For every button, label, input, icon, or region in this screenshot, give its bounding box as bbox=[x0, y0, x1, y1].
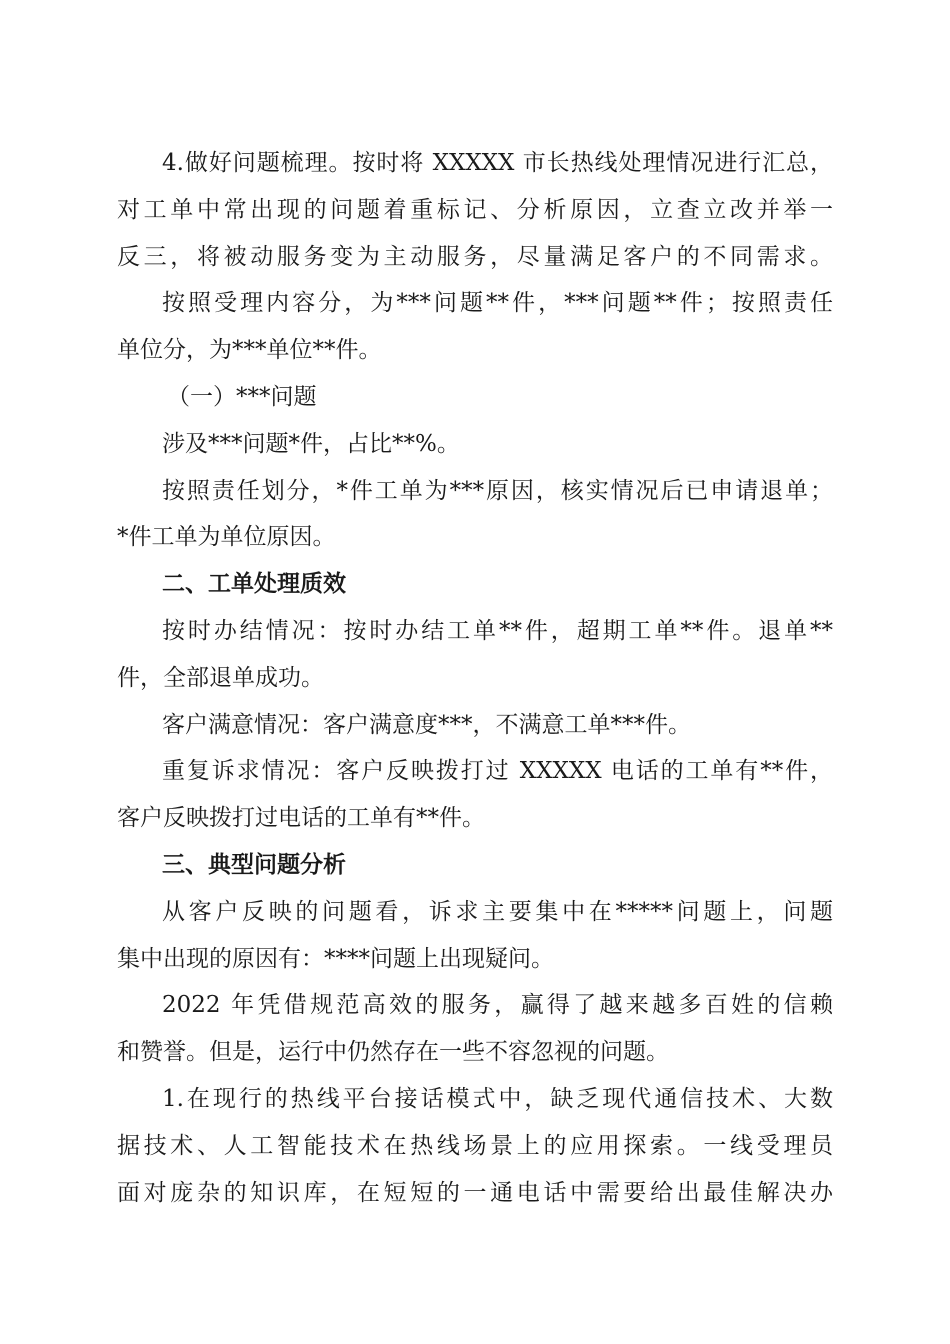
paragraph-line: 按照责任划分，*件工单为***原因，核实情况后已申请退单； bbox=[162, 477, 833, 504]
paragraph-line: 单位分，为***单位**件。 bbox=[117, 337, 382, 364]
paragraph-line: 据技术、人工智能技术在热线场景上的应用探索。一线受理员 bbox=[117, 1132, 833, 1159]
paragraph-line: 涉及***问题*件，占比**%。 bbox=[162, 430, 460, 457]
section-heading: 三、典型问题分析 bbox=[162, 851, 346, 878]
paragraph-line: 和赞誉。但是，运行中仍然存在一些不容忽视的问题。 bbox=[117, 1039, 669, 1066]
section-heading: 二、工单处理质效 bbox=[162, 571, 346, 598]
paragraph-line: 1.在现行的热线平台接话模式中，缺乏现代通信技术、大数 bbox=[162, 1085, 833, 1112]
paragraph-line: 2022 年凭借规范高效的服务，赢得了越来越多百姓的信赖 bbox=[162, 992, 833, 1019]
paragraph-line: 重复诉求情况：客户反映拨打过 XXXXX 电话的工单有**件， bbox=[162, 758, 833, 785]
paragraph-line: 集中出现的原因有：****问题上出现疑问。 bbox=[117, 945, 554, 972]
paragraph-line: 客户反映拨打过电话的工单有**件。 bbox=[117, 805, 485, 832]
paragraph-line: 4.做好问题梳理。按时将 XXXXX 市长热线处理情况进行汇总， bbox=[162, 150, 833, 176]
paragraph-line: 反三，将被动服务变为主动服务，尽量满足客户的不同需求。 bbox=[117, 243, 833, 270]
document-body bbox=[117, 140, 833, 1216]
paragraph-line: 按时办结情况：按时办结工单**件，超期工单**件。退单** bbox=[162, 617, 833, 644]
paragraph-line: *件工单为单位原因。 bbox=[117, 524, 336, 551]
paragraph-line: 客户满意情况：客户满意度***，不满意工单***件。 bbox=[162, 711, 691, 738]
paragraph-line: 从客户反映的问题看，诉求主要集中在*****问题上，问题 bbox=[162, 898, 833, 925]
paragraph-line: 按照受理内容分，为***问题**件，***问题**件；按照责任 bbox=[162, 290, 833, 317]
paragraph-line: 对工单中常出现的问题着重标记、分析原因，立查立改并举一 bbox=[117, 196, 833, 223]
paragraph-line: 面对庞杂的知识库，在短短的一通电话中需要给出最佳解决办 bbox=[117, 1179, 833, 1206]
section-subheading: （一）***问题 bbox=[167, 383, 317, 410]
paragraph-line: 件，全部退单成功。 bbox=[117, 664, 324, 691]
